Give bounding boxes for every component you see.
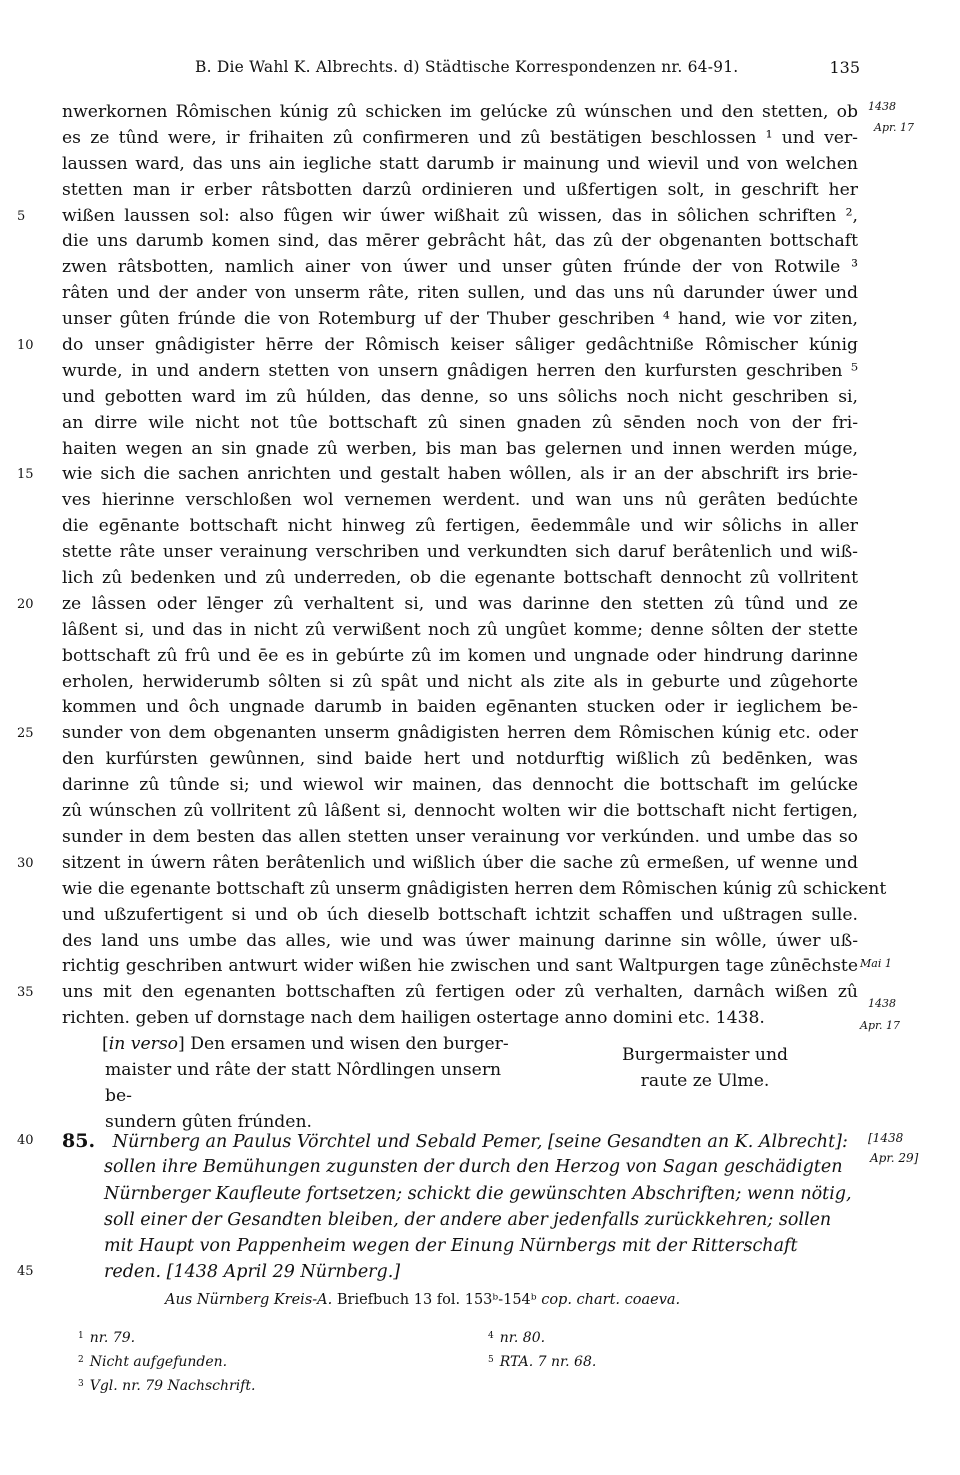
line-number: 5 [17,208,26,224]
body-line [62,773,858,799]
address-line-3: sundern gûten frúnden. [105,1111,312,1132]
body-line [17,851,858,877]
body-line [62,178,858,204]
body-line-text: ves hierinne verschloßen wol vernemen werdent. und wan uns nû gerâten bedúchte [62,490,858,511]
footnotes-right [488,1325,596,1373]
body-line-text: richten. geben uf dornstage nach dem hailigen ostertage anno domini etc. 1438. [62,1008,765,1029]
body-line-text: richtig geschriben antwurt wider wißen hie zwischen und sant Waltpurgen tage zûnēchste [62,956,858,977]
body-line [17,462,858,488]
body-line-text: die uns darumb komen sind, das mērer gebrâcht hât, das zû der obgenanten bottschaft [62,231,858,252]
body-line [62,411,858,437]
body-line [17,592,858,618]
sender-line-1: Burgermaister und [621,1045,789,1065]
doc-margin-date: Apr. 29] [870,1151,919,1165]
document-number: 85. [62,1130,96,1152]
body-line-text: an dirre wile nicht not tûe bottschaft zû sinen gnaden zû sēnden noch von der fri- [62,412,858,433]
body-line [62,929,858,955]
address-line-1: [in verso] Den ersamen und wisen den burger- [102,1034,509,1054]
doc-line-3: Nürnberger Kaufleute fortsetzen; schickt die gewünschten Abschriften; wenn nötig, [104,1183,852,1204]
verso-label: in verso [108,1034,179,1054]
body-line-text: lich zû bedenken und zû underreden, ob die egenante bottschaft dennocht zû vollritent [62,568,858,589]
body-line-text: und gebotten ward im zû húlden, das denne, so uns sôlichs noch nicht geschriben si, [62,386,858,407]
body-line [62,747,858,773]
address-recipient [102,1032,525,1136]
body-line-text: stette râte unser verainung verschriben und verkundten sich daruf berâtenlich und wiß- [62,542,858,563]
body-line [17,204,858,230]
body-line [62,618,858,644]
body-line [62,670,858,696]
body-line-text: des land uns umbe das alles, wie und was úwer mainung darinne sin wôlle, úwer uß- [62,930,858,951]
body-line [62,229,858,255]
body-line-text: wißen laussen sol: also fûgen wir úwer wißhait zû wissen, das in sôlichen schriften ², [62,205,858,226]
running-title: B. Die Wahl K. Albrechts. d) Städtische Korrespondenzen nr. 64-91. [195,58,739,76]
body-line-text: sunder in dem besten das allen stetten unser verainung vor verkúnden. und umbe das so [62,826,858,847]
doc-line-4: soll einer der Gesandten bleiben, der andere aber jedenfalls zurückkehren; sollen [104,1209,832,1230]
footnotes-left [78,1325,255,1397]
doc-line-1 [17,1128,858,1154]
line-number: 20 [17,596,34,612]
margin-note-mai: Mai 1 [860,957,892,970]
footnote-5: $^5$ RTA. 7 nr. 68. [488,1354,597,1370]
body-line [62,385,858,411]
body-line [62,799,858,825]
line-number: 15 [17,467,34,483]
body-line [62,281,858,307]
body-line-text: es ze tûnd were, ir frihaiten zû confirmeren und zû bestätigen beschlossen ¹ und ver- [62,127,858,148]
body-line-text: do unser gnâdigister hērre der Rômisch keiser sâliger gedâchtniße Rômischer kúnig [62,335,858,356]
running-header [195,58,860,76]
footnote-3: $^3$ Vgl. nr. 79 Nachschrift. [78,1378,256,1394]
body-line [62,695,858,721]
body-line [17,980,858,1006]
doc-line-6 [17,1259,858,1285]
source-type: cop. chart. coaeva. [541,1292,681,1308]
body-line-text: unser gûten frúnde die von Rotemburg uf der Thuber geschriben ⁴ hand, wie vor ziten, [62,309,858,330]
body-line [62,566,858,592]
body-line-text: stetten man ir erber râtsbotten darzû ordinieren und ußfertigen solt, in geschrift her [62,179,858,200]
body-line [62,514,858,540]
margin-note-year-2: 1438 [868,997,896,1010]
doc-heading: Nürnberg an Paulus Vörchtel und Sebald Pemer, [seine Gesandten an K. Albrecht]: [112,1132,848,1152]
body-line-text: wie sich die sachen anrichten und gestalt haben wôllen, als ir an der abschrift irs brie- [62,464,858,485]
body-line-text: râten und der ander von unserm râte, riten sullen, und das uns nû darunder úwer und [62,283,858,304]
body-line [17,333,858,359]
document-85 [17,1128,858,1286]
body-line-text: und ußzufertigent si und ob úch dieselb bottschaft ichtzit schaffen und ußtragen sulle. [62,904,858,925]
body-line [17,721,858,747]
body-line-text: kommen und ôch ungnade darumb in baiden egēnanten stucken oder ir ieglichem be- [62,697,858,718]
body-line [62,540,858,566]
line-number-45: 45 [17,1264,34,1280]
line-number: 35 [17,985,34,1001]
body-line [62,100,858,126]
body-line-text: sitzent in úwern râten berâtenlich und wißlich úber die sache zû ermeßen, uf wenne und [62,852,858,873]
recipient-text-1: Den ersamen und wisen den burger- [190,1034,509,1054]
page-number: 135 [829,58,860,77]
margin-note-date-2: Apr. 17 [860,1019,901,1032]
body-line-text: den kurfúrsten gewûnnen, sind baide hert und notdurftig wißlich zû bedēnken, was [62,749,858,770]
body-line-text: zwen râtsbotten, namlich ainer von úwer und unser gûten frúnde der von Rotwile ³ [62,257,858,278]
body-line-text: zû wúnschen zû vollritent zû lâßent si, dennocht wolten wir die bottschaft nicht fertigen, [62,801,858,822]
body-line-text: wie die egenante bottschaft zû unserm gnâdigisten herren dem Rômischen kúnig zû schickent [62,878,887,899]
body-line [62,644,858,670]
body-line [62,877,887,903]
body-line-text: erholen, herwiderumb sôlten si zû spât und nicht als zite als in geburte und zûgehorte [62,671,858,692]
body-line-text: ze lâssen oder lēnger zû verhaltent si, und was darinne den stetten zû tûnd und ze [62,593,858,614]
margin-note-year: 1438 [868,100,896,113]
address-line-2: maister und râte der statt Nôrdlingen unsern be- [105,1059,502,1106]
line-number-40: 40 [17,1133,34,1148]
footnote-1: $^1$ nr. 79. [78,1330,136,1346]
body-line-text: laussen ward, das uns ain iegliche statt darumb ir mainung und wievil und von welchen [62,153,858,174]
body-line-text: lâßent si, und das in nicht zû verwißent noch zû ungûet komme; denne sôlten der stette [62,619,858,640]
address-sender [605,1043,805,1095]
body-line-text: haiten wegen an sin gnade zû werben, bis man bas gelernen und innen werden múge, [62,438,858,459]
margin-note-date: Apr. 17 [874,121,915,134]
body-line-text: uns mit den egenanten bottschaften zû fertigen oder zû verhalten, darnâch wißen zû [62,982,858,1003]
doc-line-2: sollen ihre Bemühungen zugunsten der durch den Herzog von Sagan geschädigten [104,1157,843,1178]
line-number: 25 [17,726,34,742]
body-line [62,903,858,929]
body-line-text: nwerkornen Rômischen kúnig zû schicken im gelúcke zû wúnschen und den stetten, ob [62,102,858,122]
source-folio: Briefbuch 13 fol. 153ᵇ-154ᵇ [336,1292,537,1308]
source-reference [165,1292,680,1308]
body-line-text: darinne zû tûnde si; und wiewol wir mainen, das dennocht die bottschaft im gelúcke [62,775,858,796]
doc-line-5: mit Haupt von Pappenheim wegen der Einung Nürnbergs mit der Ritterschaft [104,1236,798,1257]
doc-line-6-text: reden. [1438 April 29 Nürnberg.] [104,1262,401,1283]
source-archive: Aus Nürnberg Kreis-A. [165,1292,333,1308]
body-line-text: sunder von dem obgenanten unserm gnâdigisten herren dem Rômischen kúnig etc. oder [62,723,858,744]
body-line [62,437,858,463]
footnote-2: $^2$ Nicht aufgefunden. [78,1354,228,1370]
body-line [62,152,858,178]
body-line [62,488,858,514]
body-line-text: wurde, in und andern stetten von unsern gnâdigen herren den kurfursten geschriben ⁵ [62,360,858,381]
line-number: 10 [17,338,34,354]
sender-line-2: raute ze Ulme. [640,1070,770,1091]
body-line [62,307,858,333]
body-line [62,126,858,152]
body-line [62,954,858,980]
body-line [62,255,858,281]
body-line [62,1006,858,1032]
doc-margin-year: [1438 [868,1131,904,1145]
body-line-text: die egēnante bottschaft nicht hinweg zû fertigen, ēedemmâle und wir sôlichs in aller [62,516,858,537]
footnote-4: $^4$ nr. 80. [488,1330,546,1346]
line-number: 30 [17,855,34,871]
body-line [62,359,858,385]
body-line-text: bottschaft zû frû und ēe es in gebúrte zû im komen und ungnade oder hindrung darinne [62,645,858,666]
body-line [62,825,858,851]
